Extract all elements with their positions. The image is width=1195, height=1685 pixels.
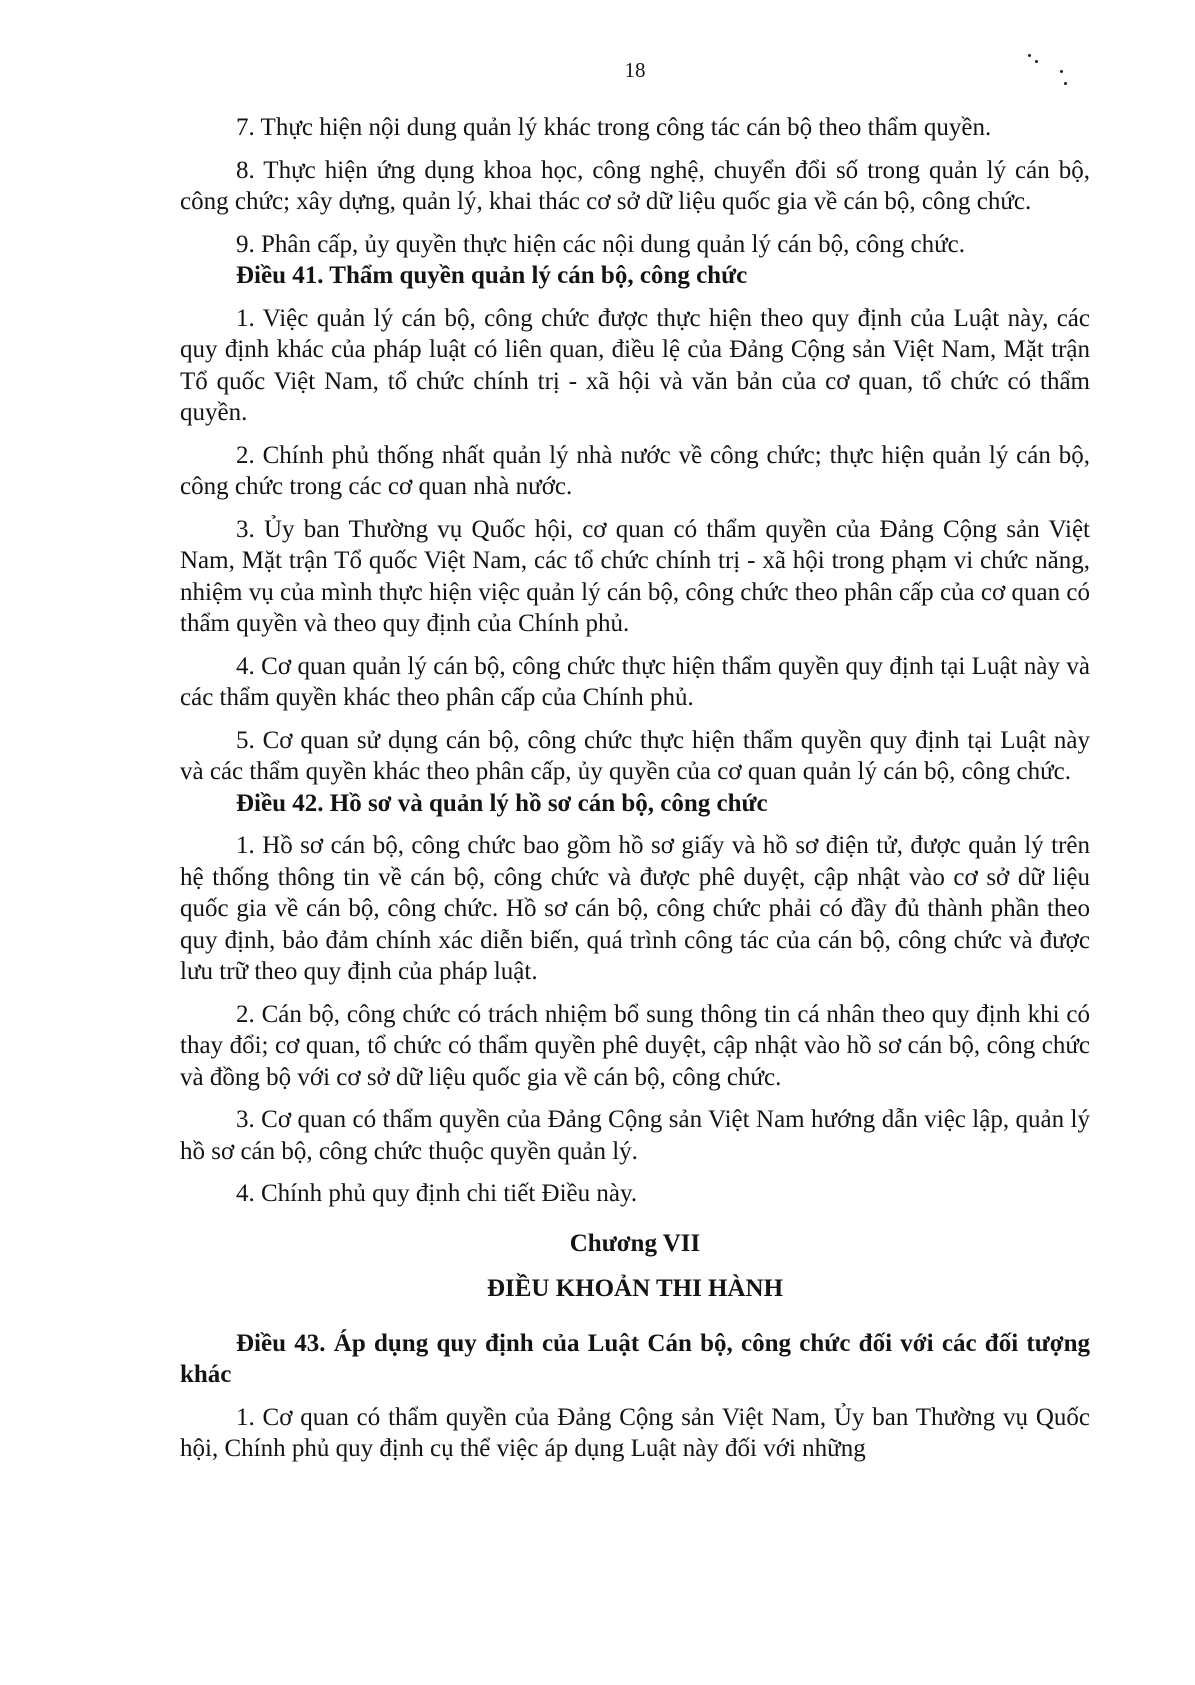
- chapter-label: Chương VII: [569, 1229, 701, 1257]
- scan-speck: [1035, 60, 1038, 63]
- chapter-title: ĐIỀU KHOẢN THI HÀNH: [486, 1275, 784, 1302]
- article-41-clause-2: 2. Chính phủ thống nhất quản lý nhà nước về công chức; thực hiện quản lý cán bộ, công chức trong các cơ quan nhà nước.: [180, 441, 1090, 500]
- article-42-clause-1: 1. Hồ sơ cán bộ, công chức bao gồm hồ sơ giấy và hồ sơ điện tử, được quản lý trên hệ thống thông tin về cán bộ, công chức và được phê duyệt, cập nhật vào cơ sở dữ liệu quốc gia về cán bộ, công chức. Hồ sơ cán bộ, công chức phải có đầy đủ thành phần theo quy định, bảo đảm chính xác diễn biến, quá trình công tác của cán bộ, công chức và được lưu trữ theo quy định của pháp luật.: [180, 832, 1090, 985]
- scan-speck: [1064, 82, 1067, 85]
- scan-speck: [1028, 54, 1031, 57]
- article-41-clause-3: 3. Ủy ban Thường vụ Quốc hội, cơ quan có thẩm quyền của Đảng Cộng sản Việt Nam, Mặt trận Tổ quốc Việt Nam, các tổ chức chính trị - xã hội trong phạm vi chức năng, nhiệm vụ của mình thực hiện việc quản lý cán bộ, công chức theo phân cấp của cơ quan có thẩm quyền và theo quy định của Chính phủ.: [180, 515, 1090, 637]
- article-41-clause-4: 4. Cơ quan quản lý cán bộ, công chức thực hiện thẩm quyền quy định tại Luật này và các thẩm quyền khác theo phân cấp của Chính phủ.: [180, 652, 1090, 711]
- article-41-heading: Điều 41. Thẩm quyền quản lý cán bộ, công chức: [236, 262, 748, 289]
- document-body: [180, 112, 1090, 1465]
- clause-8: 8. Thực hiện ứng dụng khoa học, công nghệ, chuyển đổi số trong quản lý cán bộ, công chức; xây dựng, quản lý, khai thác cơ sở dữ liệu quốc gia về cán bộ, công chức.: [180, 156, 1090, 215]
- article-42-clause-3: 3. Cơ quan có thẩm quyền của Đảng Cộng sản Việt Nam hướng dẫn việc lập, quản lý hồ sơ cán bộ, công chức thuộc quyền quản lý.: [180, 1106, 1090, 1165]
- article-41-clause-1: 1. Việc quản lý cán bộ, công chức được thực hiện theo quy định của Luật này, các quy định khác của pháp luật có liên quan, điều lệ của Đảng Cộng sản Việt Nam, Mặt trận Tổ quốc Việt Nam, tổ chức chính trị - xã hội và văn bản của cơ quan, tổ chức có thẩm quyền.: [180, 304, 1090, 426]
- article-42-heading: Điều 42. Hồ sơ và quản lý hồ sơ cán bộ, công chức: [236, 789, 768, 817]
- page-number: 18: [624, 58, 646, 82]
- clause-9: 9. Phân cấp, ủy quyền thực hiện các nội dung quản lý cán bộ, công chức.: [236, 230, 965, 258]
- clause-7: 7. Thực hiện nội dung quản lý khác trong công tác cán bộ theo thẩm quyền.: [236, 114, 992, 141]
- article-43-heading: Điều 43. Áp dụng quy định của Luật Cán bộ, công chức đối với các đối tượng khác: [180, 1329, 1090, 1388]
- article-42-clause-2: 2. Cán bộ, công chức có trách nhiệm bổ sung thông tin cá nhân theo quy định khi có thay đổi; cơ quan, tổ chức có thẩm quyền phê duyệt, cập nhật vào hồ sơ cán bộ, công chức và đồng bộ với cơ sở dữ liệu quốc gia về cán bộ, công chức.: [180, 1000, 1090, 1091]
- scan-speck: [1060, 70, 1063, 73]
- article-42-clause-4: 4. Chính phủ quy định chi tiết Điều này.: [236, 1180, 638, 1207]
- article-43-clause-1: 1. Cơ quan có thẩm quyền của Đảng Cộng sản Việt Nam, Ủy ban Thường vụ Quốc hội, Chính phủ quy định cụ thể việc áp dụng Luật này đối với những: [180, 1403, 1090, 1462]
- article-41-clause-5: 5. Cơ quan sử dụng cán bộ, công chức thực hiện thẩm quyền quy định tại Luật này và các thẩm quyền khác theo phân cấp, ủy quyền của cơ quan quản lý cán bộ, công chức.: [180, 726, 1090, 785]
